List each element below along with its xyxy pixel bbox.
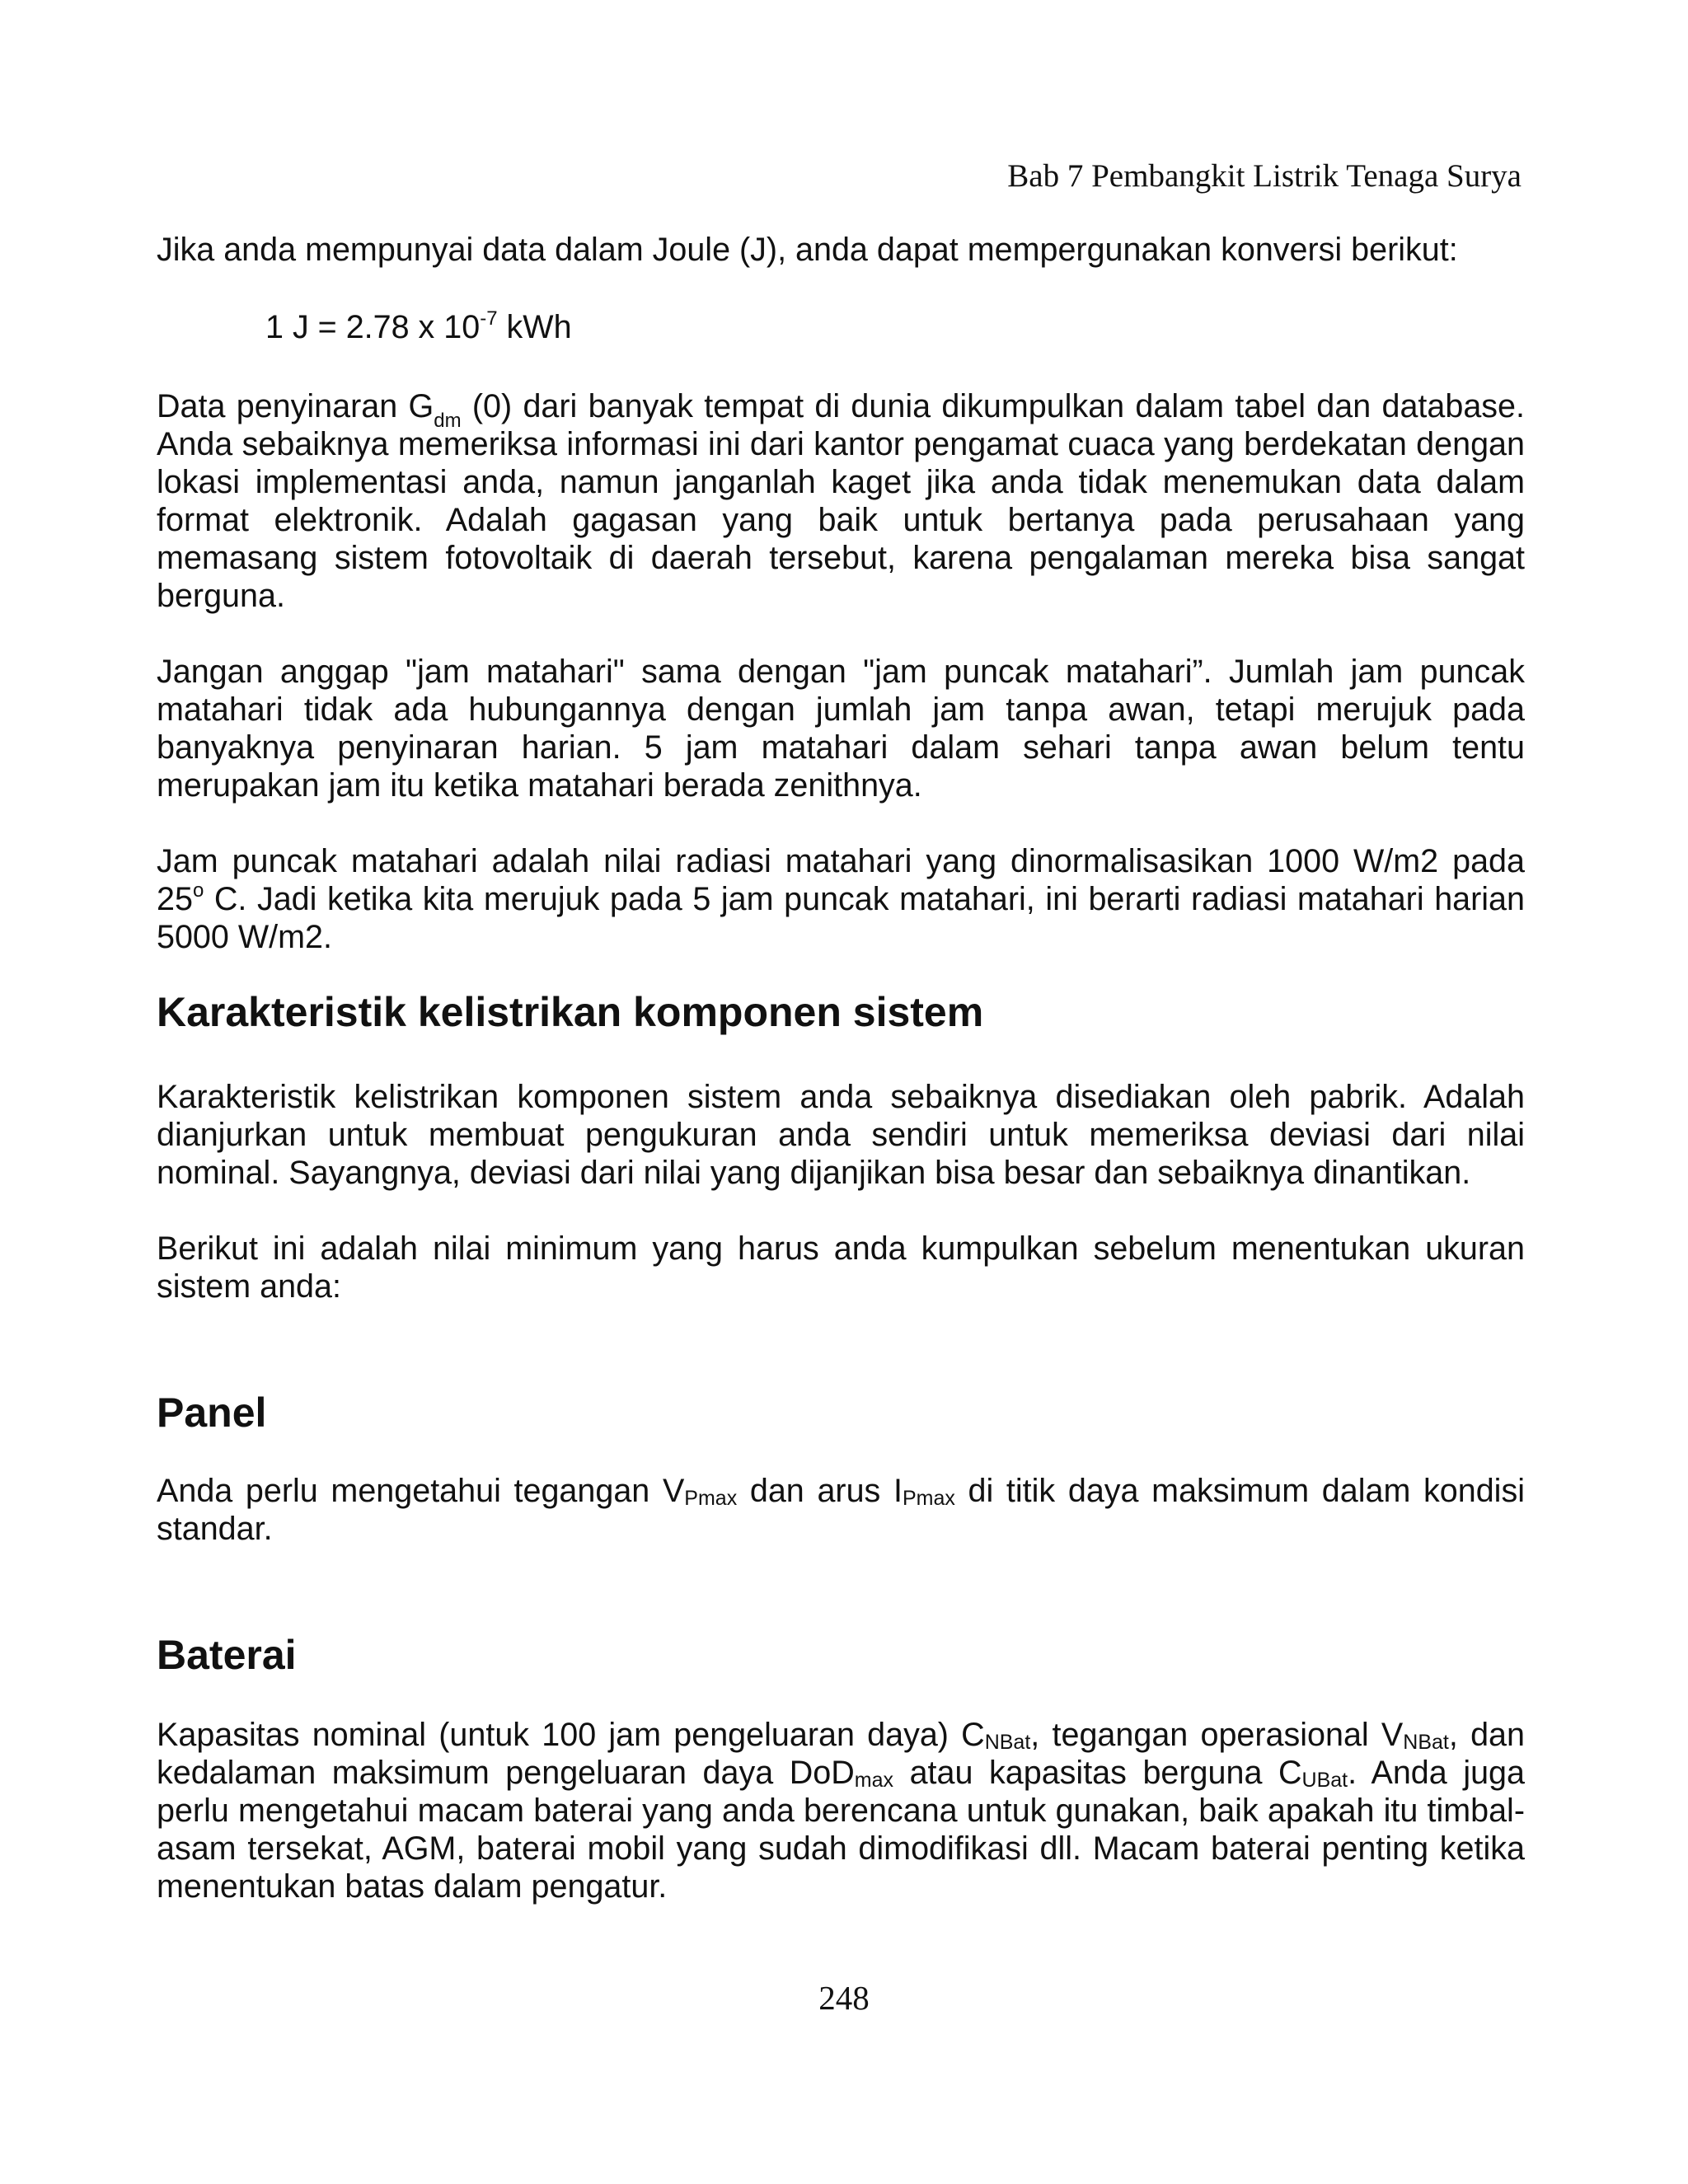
ipmax-subscript: Pmax — [902, 1487, 955, 1510]
panel-text-3: di titik daya maksimum dalam kondisi standar. — [157, 1473, 1525, 1547]
panel-text-1: Anda perlu mengetahui tegangan V — [157, 1473, 685, 1509]
battery-text-3: , dan kedalaman maksimum pengeluaran daya DoD — [157, 1717, 1525, 1791]
cubat-subscript: UBat — [1301, 1769, 1348, 1792]
radiation-text-start: Data penyinaran G — [157, 388, 434, 424]
radiation-subscript: dm — [434, 410, 462, 432]
formula-exponent: -7 — [480, 307, 498, 330]
vpmax-subscript: Pmax — [684, 1487, 738, 1510]
electrical-characteristics-paragraph: Karakteristik kelistrikan komponen sistem anda sebaiknya disediakan oleh pabrik. Adalah dianjurkan untuk membuat pengukuran anda sendiri untuk memeriksa deviasi dari nilai nominal. Sayangnya, deviasi dari nilai yang dijanjikan bisa besar dan sebaiknya dinantikan. — [157, 1079, 1525, 1191]
vnbat-subscript: NBat — [1403, 1731, 1449, 1754]
dod-max-subscript: max — [854, 1769, 893, 1792]
battery-text-5: . Anda juga perlu mengetahui macam baterai yang anda berencana untuk gunakan, baik apakah itu timbal-asam tersekat, AGM, baterai mobil yang sudah dimodifikasi dll. Macam baterai penting ketika menentukan batas dalam pengatur. — [157, 1755, 1525, 1905]
page-number: 248 — [818, 1979, 870, 2017]
formula-unit: kWh — [497, 309, 572, 345]
minimum-values-paragraph: Berikut ini adalah nilai minimum yang harus anda kumpulkan sebelum menentukan ukuran sistem anda: — [157, 1230, 1525, 1305]
panel-paragraph — [157, 1472, 1525, 1548]
battery-text-2: , tegangan operasional V — [1030, 1717, 1404, 1753]
battery-text-1: Kapasitas nominal (untuk 100 jam pengeluaran daya) C — [157, 1717, 985, 1753]
electrical-characteristics-heading: Karakteristik kelistrikan komponen sistem — [157, 989, 984, 1035]
peak-hours-text-rest: C. Jadi ketika kita merujuk pada 5 jam puncak matahari, ini berarti radiasi matahari harian 5000 W/m2. — [157, 881, 1525, 955]
panel-text-2: dan arus I — [737, 1473, 903, 1509]
battery-paragraph — [157, 1716, 1525, 1905]
sun-hours-paragraph: Jangan anggap "jam matahari" sama dengan "jam puncak matahari”. Jumlah jam puncak matahari tidak ada hubungannya dengan jumlah jam tanpa awan, tetapi merujuk pada banyaknya penyinaran harian. 5 jam matahari dalam sehari tanpa awan belum tentu merupakan jam itu ketika matahari berada zenithnya. — [157, 654, 1525, 804]
panel-heading: Panel — [157, 1390, 267, 1436]
page-content — [157, 231, 1525, 1905]
running-header: Bab 7 Pembangkit Listrik Tenaga Surya — [1007, 158, 1522, 194]
battery-text-4: atau kapasitas berguna C — [893, 1755, 1302, 1791]
radiation-data-paragraph — [157, 387, 1525, 615]
formula-lhs: 1 J = 2.78 x 10 — [265, 309, 481, 345]
degree-superscript: o — [192, 879, 204, 902]
battery-heading: Baterai — [157, 1632, 297, 1678]
peak-hours-text-start: Jam puncak matahari adalah nilai radiasi matahari yang dinormalisasikan 1000 W/m2 pada 25 — [157, 843, 1525, 917]
joule-conversion-formula — [265, 308, 1525, 346]
conversion-intro: Jika anda mempunyai data dalam Joule (J), anda dapat mempergunakan konversi berikut: — [157, 232, 1458, 268]
peak-hours-paragraph — [157, 842, 1525, 956]
cnbat-subscript: NBat — [984, 1731, 1031, 1754]
radiation-text-rest: (0) dari banyak tempat di dunia dikumpulkan dalam tabel dan database. Anda sebaiknya memeriksa informasi ini dari kantor pengamat cuaca yang berdekatan dengan lokasi implementasi anda, namun janganlah kaget jika anda tidak menemukan data dalam format elektronik. Adalah gagasan yang baik untuk bertanya pada perusahaan yang memasang sistem fotovoltaik di daerah tersebut, karena pengalaman mereka bisa sangat berguna. — [157, 388, 1525, 614]
